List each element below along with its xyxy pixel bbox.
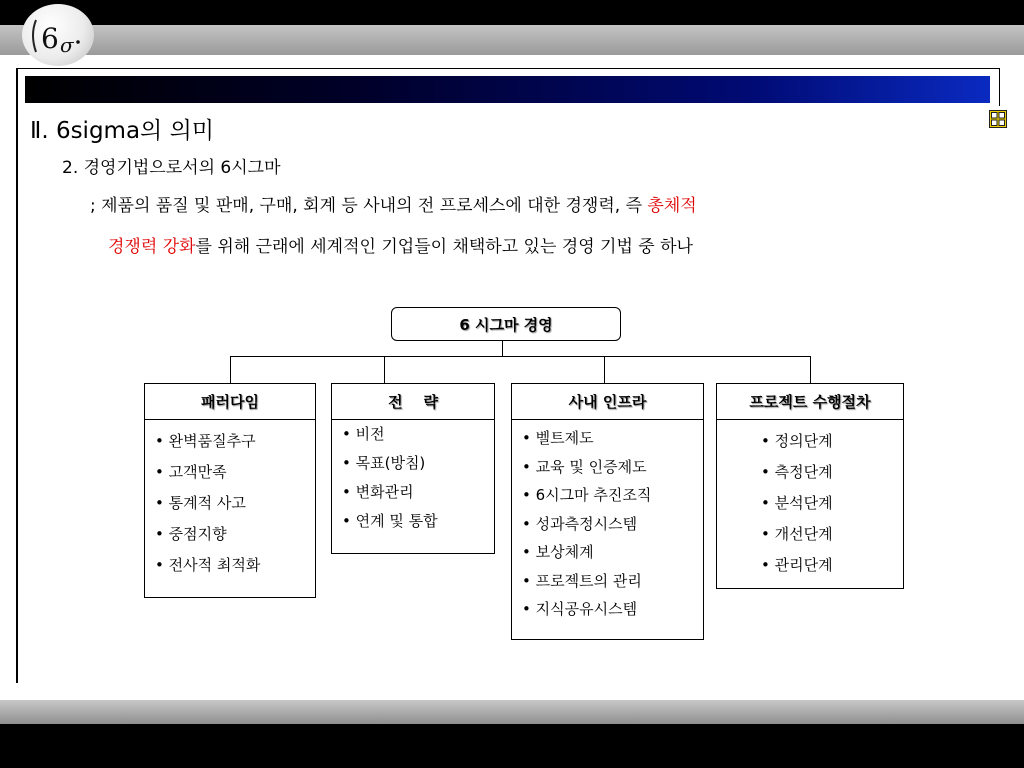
list-item: • 변화관리 <box>342 478 494 507</box>
list-item: • 분석단계 <box>761 488 903 519</box>
list-item: • 개선단계 <box>761 519 903 550</box>
list-item: • 측정단계 <box>761 457 903 488</box>
top-gray-bar <box>0 25 1024 55</box>
column-title: 프로젝트 수행절차 <box>717 384 903 420</box>
list-item: • 벨트제도 <box>522 424 703 453</box>
description-line-1 <box>90 195 697 217</box>
connector-line <box>810 356 811 383</box>
list-item: • 통계적 사고 <box>155 488 315 519</box>
list-item: • 목표(방침) <box>342 449 494 478</box>
list-item: • 비전 <box>342 420 494 449</box>
page-title: Ⅱ. 6sigma의 의미 <box>30 118 215 144</box>
grid-icon <box>989 110 1007 128</box>
connector-line <box>384 356 385 383</box>
list-item: • 교육 및 인증제도 <box>522 453 703 482</box>
diagram-column-infrastructure <box>511 383 704 640</box>
bottom-black-bar <box>0 724 1024 768</box>
list-item: • 중점지향 <box>155 519 315 550</box>
description-text: 를 위해 근래에 세계적인 기업들이 채택하고 있는 경영 기법 중 하나 <box>195 237 693 257</box>
top-black-bar <box>0 0 1024 25</box>
slide-frame-top <box>16 68 1000 69</box>
column-title: 사내 인프라 <box>512 384 703 420</box>
list-item: • 완벽품질추구 <box>155 426 315 457</box>
header-gradient-bar <box>25 76 990 103</box>
connector-line <box>230 356 811 357</box>
diagram-column-strategy <box>331 383 495 554</box>
description-line-2 <box>108 236 693 258</box>
list-item: • 고객만족 <box>155 457 315 488</box>
slide-frame-left <box>16 68 18 683</box>
svg-text:σ: σ <box>60 33 74 57</box>
svg-text:6: 6 <box>41 22 59 55</box>
bottom-gray-bar <box>0 700 1024 724</box>
diagram-column-procedure <box>716 383 904 589</box>
slide-frame-right <box>999 68 1000 106</box>
list-item: • 6시그마 추진조직 <box>522 481 703 510</box>
list-item: • 프로젝트의 관리 <box>522 567 703 596</box>
diagram-root-box: 6 시그마 경영 <box>391 307 621 341</box>
list-item: • 보상체계 <box>522 538 703 567</box>
list-item: • 전사적 최적화 <box>155 550 315 581</box>
description-highlight: 총체적 <box>647 196 697 216</box>
list-item: • 관리단계 <box>761 550 903 581</box>
connector-line <box>230 356 231 383</box>
list-item: • 성과측정시스템 <box>522 510 703 539</box>
connector-line <box>604 356 605 383</box>
description-highlight: 경쟁력 강화 <box>108 237 196 257</box>
list-item: • 연계 및 통합 <box>342 507 494 536</box>
connector-line <box>502 341 503 357</box>
section-subtitle: 2. 경영기법으로서의 6시그마 <box>62 158 281 178</box>
six-sigma-logo-icon <box>22 4 94 66</box>
list-item: • 지식공유시스템 <box>522 595 703 624</box>
column-title: 전 략 <box>332 384 494 420</box>
column-title: 패러다임 <box>145 384 315 420</box>
list-item: • 정의단계 <box>761 426 903 457</box>
description-text: ; 제품의 품질 및 판매, 구매, 회계 등 사내의 전 프로세스에 대한 경쟁력, 즉 <box>90 196 648 216</box>
diagram-column-paradigm <box>144 383 316 598</box>
